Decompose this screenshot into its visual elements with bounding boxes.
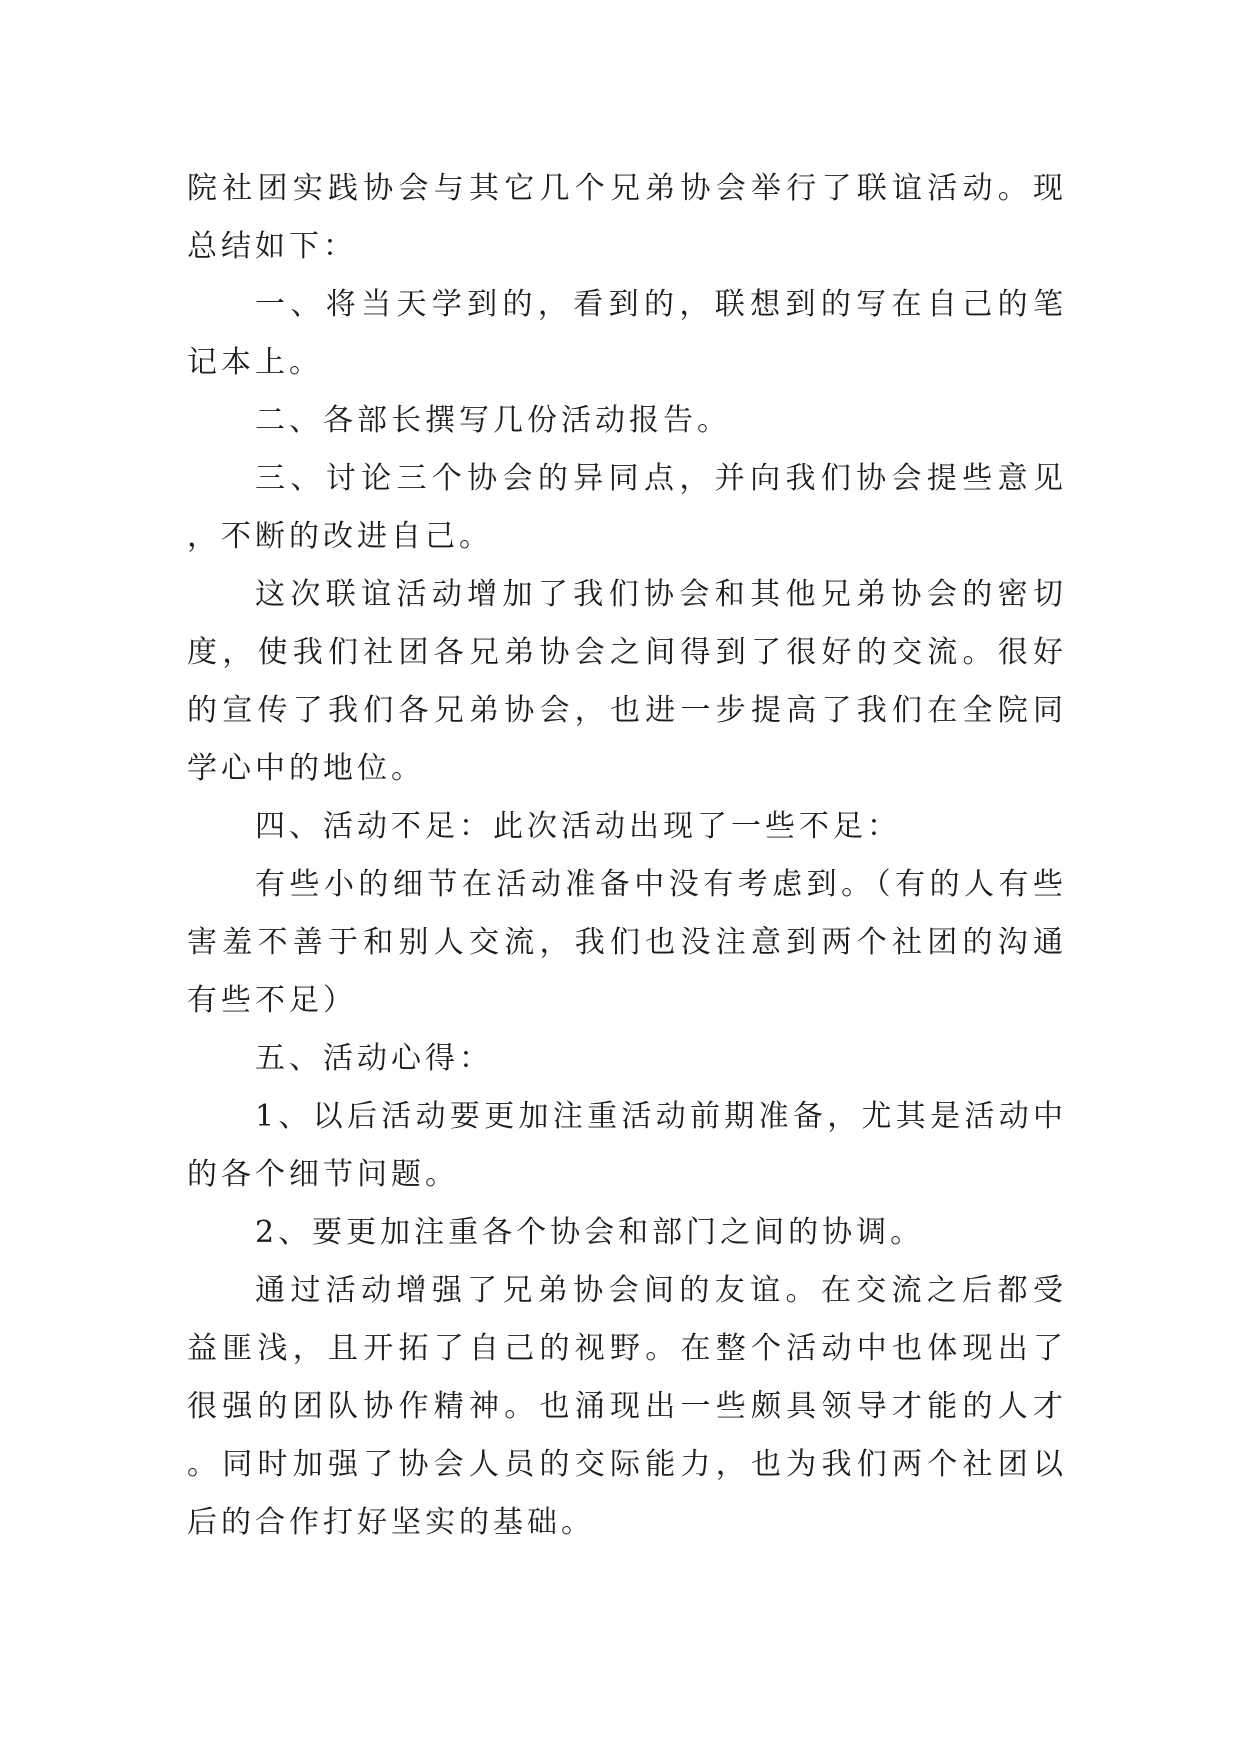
paragraph-10: 2、要更加注重各个协会和部门之间的协调。 — [255, 1215, 925, 1250]
paragraph-3: 二、各部长撰写几份活动报告。 — [255, 403, 731, 438]
paragraph-6: 四、活动不足：此次活动出现了一些不足： — [255, 809, 901, 844]
document-body — [187, 160, 1067, 1552]
paragraph-7: 有些小的细节在活动准备中没有考虑到。（有的人有些害羞不善于和别人交流，我们也没注意到两个社团的沟通有些不足） — [187, 867, 1067, 1018]
paragraph-2: 一、将当天学到的，看到的，联想到的写在自己的笔记本上。 — [187, 287, 1067, 380]
paragraph-5: 这次联谊活动增加了我们协会和其他兄弟协会的密切度，使我们社团各兄弟协会之间得到了很好的交流。很好的宣传了我们各兄弟协会，也进一步提高了我们在全院同学心中的地位。 — [187, 577, 1067, 786]
paragraph-8: 五、活动心得： — [255, 1041, 493, 1076]
paragraph-11: 通过活动增强了兄弟协会间的友谊。在交流之后都受益匪浅，且开拓了自己的视野。在整个活动中也体现出了很强的团队协作精神。也涌现出一些颇具领导才能的人才。同时加强了协会人员的交际能力，也为我们两个社团以后的合作打好坚实的基础。 — [187, 1273, 1067, 1540]
paragraph-1: 院社团实践协会与其它几个兄弟协会举行了联谊活动。现总结如下： — [187, 171, 1067, 264]
paragraph-9: 1、以后活动要更加注重活动前期准备，尤其是活动中的各个细节问题。 — [187, 1099, 1067, 1192]
paragraph-4: 三、讨论三个协会的异同点，并向我们协会提些意见，不断的改进自己。 — [187, 461, 1067, 554]
